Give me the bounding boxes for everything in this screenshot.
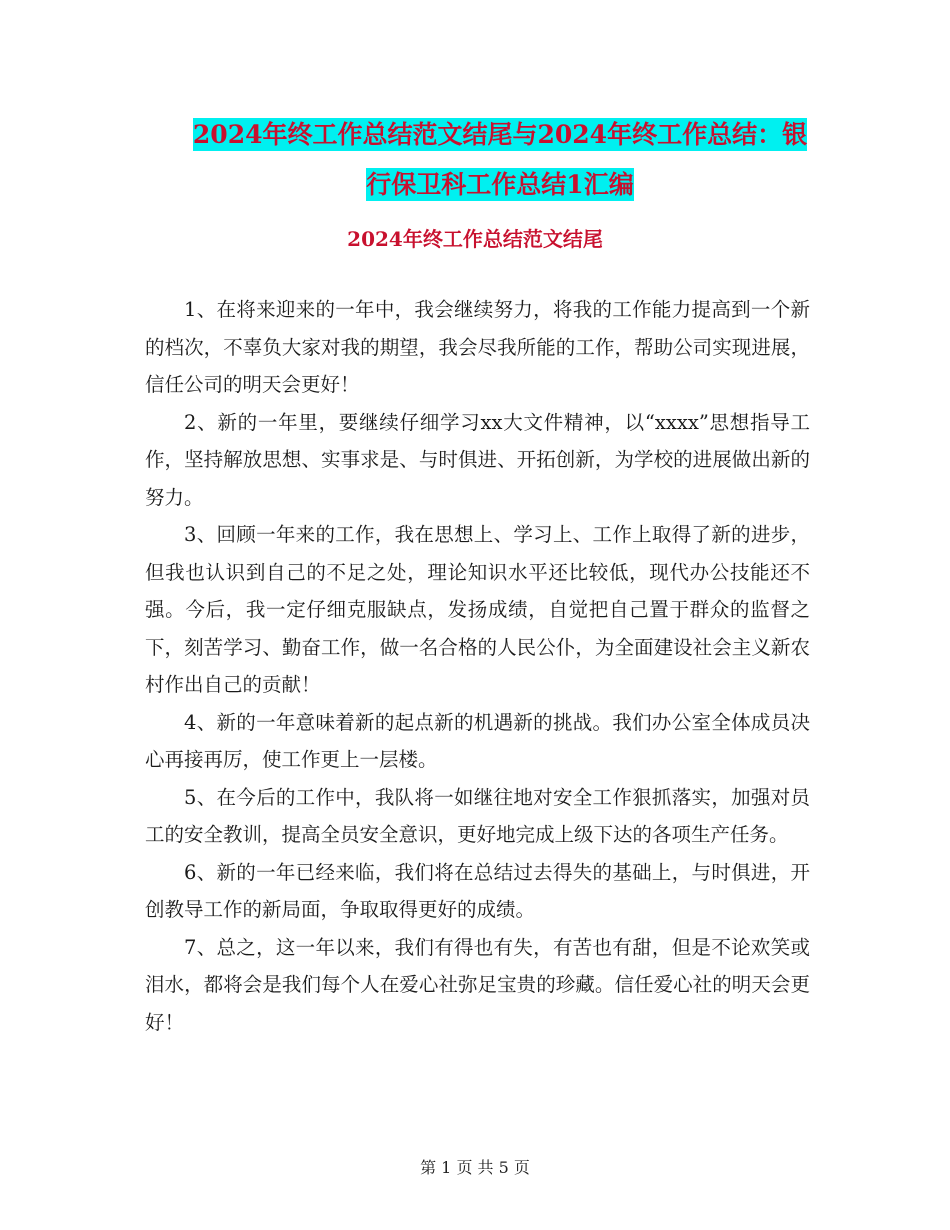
paragraph-6: 6、新的一年已经来临，我们将在总结过去得失的基础上，与时俱进，开创教导工作的新局面，争取取得更好的成绩。 xyxy=(145,860,810,921)
document-title-line-1: 2024年终工作总结范文结尾与2024年终工作总结：银 xyxy=(192,120,808,149)
paragraph-7: 7、总之，这一年以来，我们有得也有失，有苦也有甜，但是不论欢笑或泪水，都将会是我们每个人在爱心社弥足宝贵的珍藏。信任爱心社的明天会更好！ xyxy=(145,935,810,1034)
paragraph-1: 1、在将来迎来的一年中，我会继续努力，将我的工作能力提高到一个新的档次，不辜负大家对我的期望，我会尽我所能的工作，帮助公司实现进展，信任公司的明天会更好！ xyxy=(145,298,810,396)
document-body xyxy=(145,291,810,1041)
page-footer: 第 1 页 共 5 页 xyxy=(420,1158,530,1177)
paragraph-2: 2、新的一年里，要继续仔细学习xx大文件精神，以“xxxx”思想指导工作，坚持解放思想、实事求是、与时俱进、开拓创新，为学校的进展做出新的努力。 xyxy=(145,410,810,509)
document-title-line-2: 行保卫科工作总结1汇编 xyxy=(366,170,634,199)
paragraph-3: 3、回顾一年来的工作，我在思想上、学习上、工作上取得了新的进步，但我也认识到自己的不足之处，理论知识水平还比较低，现代办公技能还不强。今后，我一定仔细克服缺点，发扬成绩，自觉把自己置于群众的监督之下，刻苦学习、勤奋工作，做一名合格的人民公仆，为全面建设社会主义新农村作出自己的贡献！ xyxy=(145,523,810,696)
section-heading: 2024年终工作总结范文结尾 xyxy=(347,227,603,251)
document-title xyxy=(140,110,860,210)
paragraph-4: 4、新的一年意味着新的起点新的机遇新的挑战。我们办公室全体成员决心再接再厉，使工作更上一层楼。 xyxy=(145,710,810,771)
paragraph-5: 5、在今后的工作中，我队将一如继往地对安全工作狠抓落实，加强对员工的安全教训，提高全员安全意识，更好地完成上级下达的各项生产任务。 xyxy=(145,785,810,846)
